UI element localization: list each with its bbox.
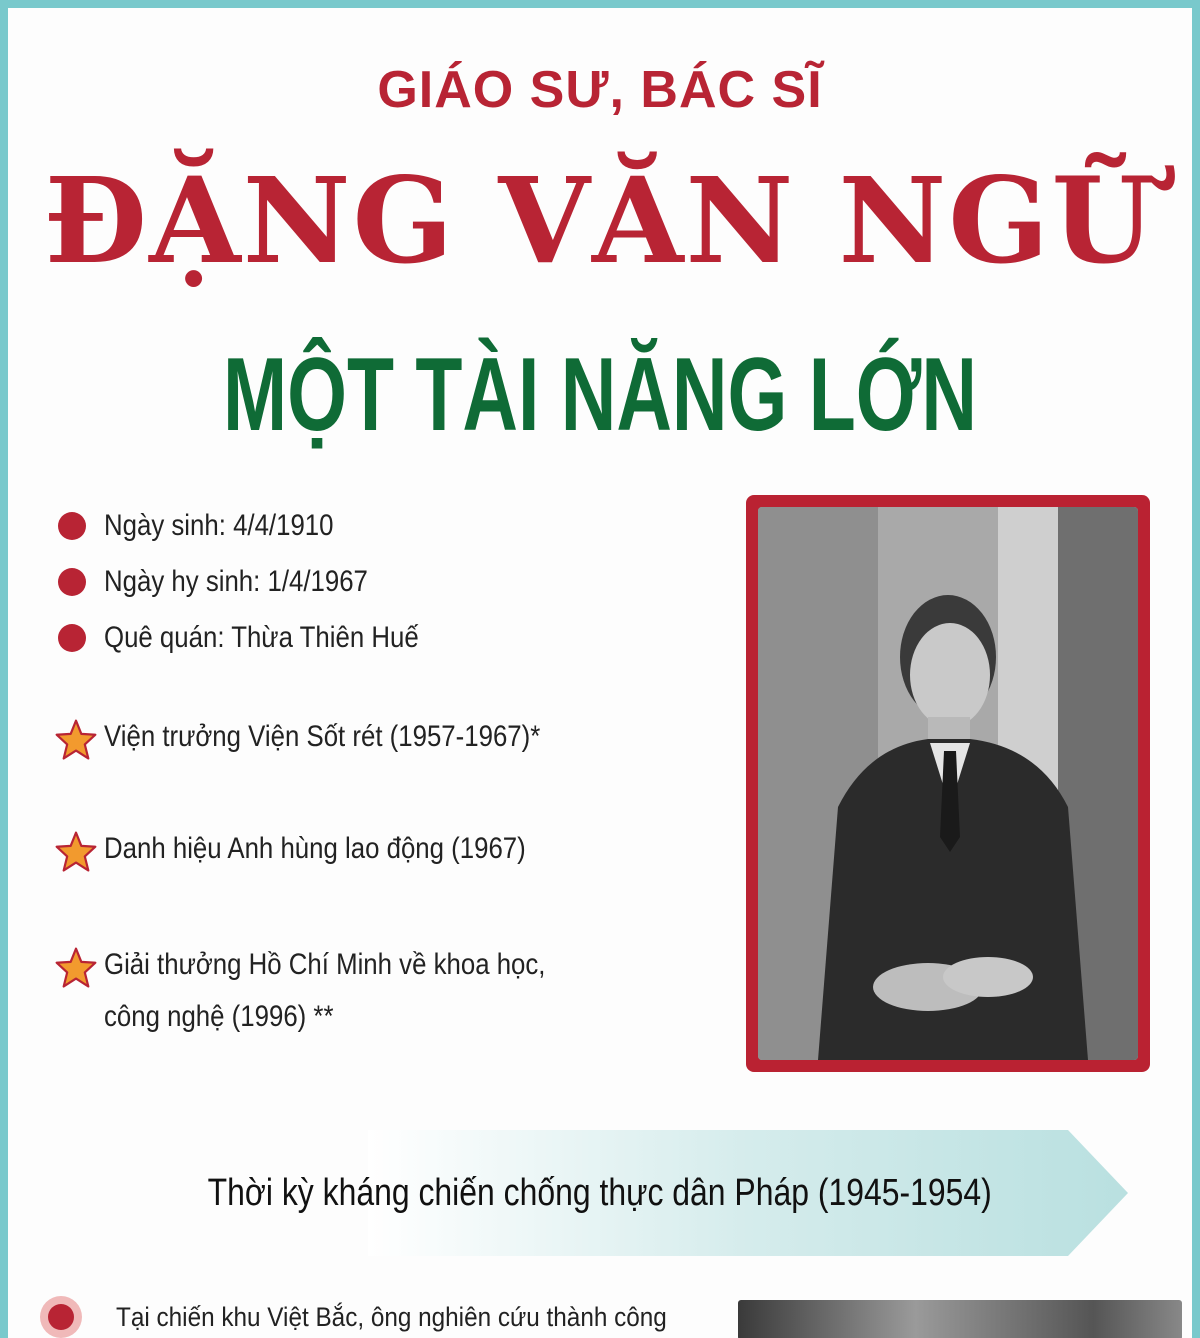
portrait-frame <box>746 495 1150 1072</box>
timeline-text: Tại chiến khu Việt Bắc, ông nghiên cứu thành công <box>116 1302 667 1332</box>
fact-hometown <box>54 610 617 666</box>
sub-title: MỘT TÀI NĂNG LỚN <box>223 337 977 453</box>
achievement-text: Giải thưởng Hồ Chí Minh về khoa học, <box>104 948 546 981</box>
portrait-photo <box>758 507 1138 1060</box>
section-banner-title <box>8 1130 1192 1256</box>
star-icon <box>54 830 98 874</box>
fact-death <box>54 554 617 610</box>
fact-birth <box>54 498 617 554</box>
achievement-director <box>54 718 617 762</box>
star-icon <box>54 946 98 990</box>
main-title: ĐẶNG VĂN NGỮ <box>44 151 1156 290</box>
section-banner-text: Thời kỳ kháng chiến chống thực dân Pháp (1945-1954) <box>207 1171 993 1214</box>
info-list <box>54 498 617 1034</box>
red-dot-icon <box>58 512 86 540</box>
red-dot-icon <box>58 624 86 652</box>
infographic-sheet <box>8 8 1192 1338</box>
achievement-text: Danh hiệu Anh hùng lao động (1967) <box>104 832 526 865</box>
fact-text: Quê quán: Thừa Thiên Huế <box>104 621 419 654</box>
timeline-marker-icon <box>38 1294 84 1338</box>
fact-text: Ngày hy sinh: 1/4/1967 <box>104 565 368 598</box>
achievement-text-line2: công nghệ (1996) ** <box>104 1000 334 1033</box>
achievement-hero <box>54 830 617 874</box>
timeline-photo <box>738 1300 1182 1338</box>
red-dot-icon <box>58 568 86 596</box>
fact-text: Ngày sinh: 4/4/1910 <box>104 509 334 542</box>
star-icon <box>54 718 98 762</box>
achievement-text: Viện trưởng Viện Sốt rét (1957-1967)* <box>104 720 541 753</box>
pre-title: GIÁO SƯ, BÁC SĨ <box>377 61 823 119</box>
achievement-prize <box>54 946 617 1034</box>
portrait-illustration <box>758 507 1138 1060</box>
